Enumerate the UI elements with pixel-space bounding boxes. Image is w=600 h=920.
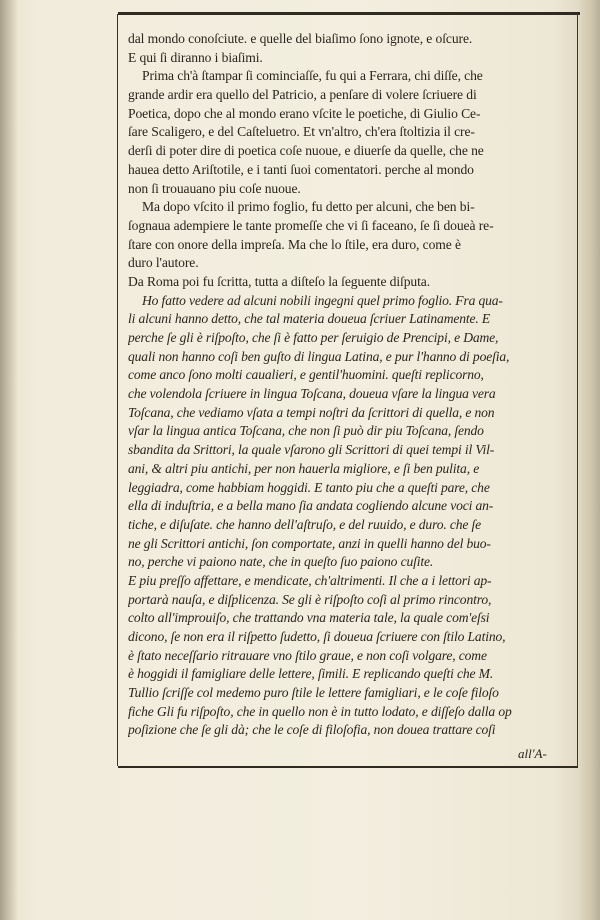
right-frame-rule <box>577 14 578 766</box>
bottom-rule <box>118 766 578 768</box>
text-line: Ho fatto vedere ad alcuni nobili ingegni quel primo foglio. Fra qua- <box>142 292 503 308</box>
text-line: grande ardir era quello del Patricio, a penſare di volere ſcriuere di <box>128 87 477 103</box>
text-line: ne gli Scrittori antichi, ſon comportate, anzi in quelli hanno del buo- <box>128 535 491 551</box>
text-line: ſare Scaligero, e del Caſteluetro. Et vn'altro, ch'era ſtoltizia il cre- <box>128 124 475 140</box>
text-line: è ſtato neceſſario ritrauare vno ſtilo graue, e non coſi volgare, come <box>128 647 487 663</box>
text-line: E qui ſi diranno i biaſimi. <box>128 49 263 65</box>
text-line: Prima ch'à ſtampar ſi cominciaſſe, fu qui a Ferrara, chi diſſe, che <box>142 68 483 84</box>
page-edge <box>578 0 600 920</box>
text-line: dicono, ſe non era il riſpetto ſudetto, ſi doueua ſcriuere con ſtilo Latino, <box>128 629 506 644</box>
text-line: li alcuni hanno detto, che tal materia doueua ſcriuer Latinamente. E <box>128 311 491 327</box>
text-line: perche ſe gli è riſpoſto, che ſi è fatto per ſeruigio de Prencipi, e Dame, <box>128 330 499 345</box>
text-line: è hoggidi il famigliare delle lettere, ſimili. E replicando queſti che M. <box>128 666 494 682</box>
text-line: quali non hanno coſi ben guſto di lingua Latina, e pur l'hanno di poeſia, <box>128 348 510 364</box>
text-line: Tullio ſcriſſe col medemo puro ſtile le lettere famigliari, e le coſe filoſo <box>128 685 499 701</box>
text-line: tiche, e diſuſate. che hanno dell'aſtruſo, e del ruuido, e duro. che ſe <box>128 516 482 532</box>
text-line: sbandita da Srittori, la quale vſarono gli Scrittori di quei tempi il Vil- <box>128 442 495 458</box>
text-line: duro l'autore. <box>128 255 199 271</box>
text-line: non ſi trouauano piu coſe nuoue. <box>128 180 301 196</box>
text-line: Da Roma poi fu ſcritta, tutta a diſteſo la ſeguente diſputa. <box>128 273 431 289</box>
text-line: ella di induſtria, e a bella mano ſia andata cogliendo alcune voci an- <box>128 498 494 514</box>
text-line: come anco ſono molti caualieri, e gentil'huomini. queſti replicorno, <box>128 367 484 383</box>
catchword: all'A- <box>518 746 547 761</box>
text-line: ſognaua adempiere le tante promeſſe che vi ſi faceano, ſe ſi doueà re- <box>128 217 494 233</box>
text-line: ſtare con onore della impreſa. Ma che lo ſtile, era duro, come è <box>128 236 461 252</box>
text-line: ani, & altri piu antichi, per non hauerla migliore, e ſi ben pulita, e <box>128 460 480 476</box>
text-line: derſi di poter dire di poetica coſe nuoue, e diuerſe da quelle, che ne <box>128 143 484 159</box>
text-line: Ma dopo vſcito il primo foglio, fu detto per alcuni, che ben bi- <box>142 199 475 215</box>
text-line: portarà nauſa, e diſplicenza. Se gli è riſpoſto coſi al primo rincontro, <box>128 591 492 607</box>
text-line: leggiadra, come habbiam hoggidi. E tanto piu che a queſti pare, che <box>128 479 490 495</box>
top-rule <box>118 12 580 15</box>
text-line: vſar la lingua antica Toſcana, che non ſi può dir piu Toſcana, ſendo <box>128 423 484 439</box>
binding-shadow <box>0 0 18 920</box>
text-line: che volendola ſcriuere in lingua Toſcana, doueua vſare la lingua vera <box>128 386 496 402</box>
text-line: E piu preſſo affettare, e mendicate, ch'altrimenti. Il che a i lettori ap- <box>128 572 492 588</box>
text-line: colto all'improuiſo, che trattando vna materia tale, la quale com'eſsi <box>128 610 490 626</box>
text-line: Toſcana, che vediamo vſata a tempi noſtri da ſcrittori di quella, e non <box>128 404 495 420</box>
left-frame-rule <box>117 14 118 766</box>
text-line: hauea detto Ariſtotile, e i tanti ſuoi comentatori. perche al mondo <box>128 161 474 177</box>
body-text <box>128 30 572 740</box>
text-line: Poetica, dopo che al mondo erano vſcite le poetiche, di Giulio Ce- <box>128 105 481 121</box>
text-line: fiche Gli fu riſpoſto, che in quello non è in tutto lodato, e diſſeſo dalla op <box>128 703 512 719</box>
text-line: dal mondo conoſciute. e quelle del biaſimo ſono ignote, e oſcure. <box>128 31 473 46</box>
text-line: no, perche vi paiono nate, che in queſto ſuo paiono cuſite. <box>128 554 434 570</box>
text-line: poſizione che ſe gli dà; che le coſe di filoſofia, non douea trattare coſi <box>128 722 496 738</box>
